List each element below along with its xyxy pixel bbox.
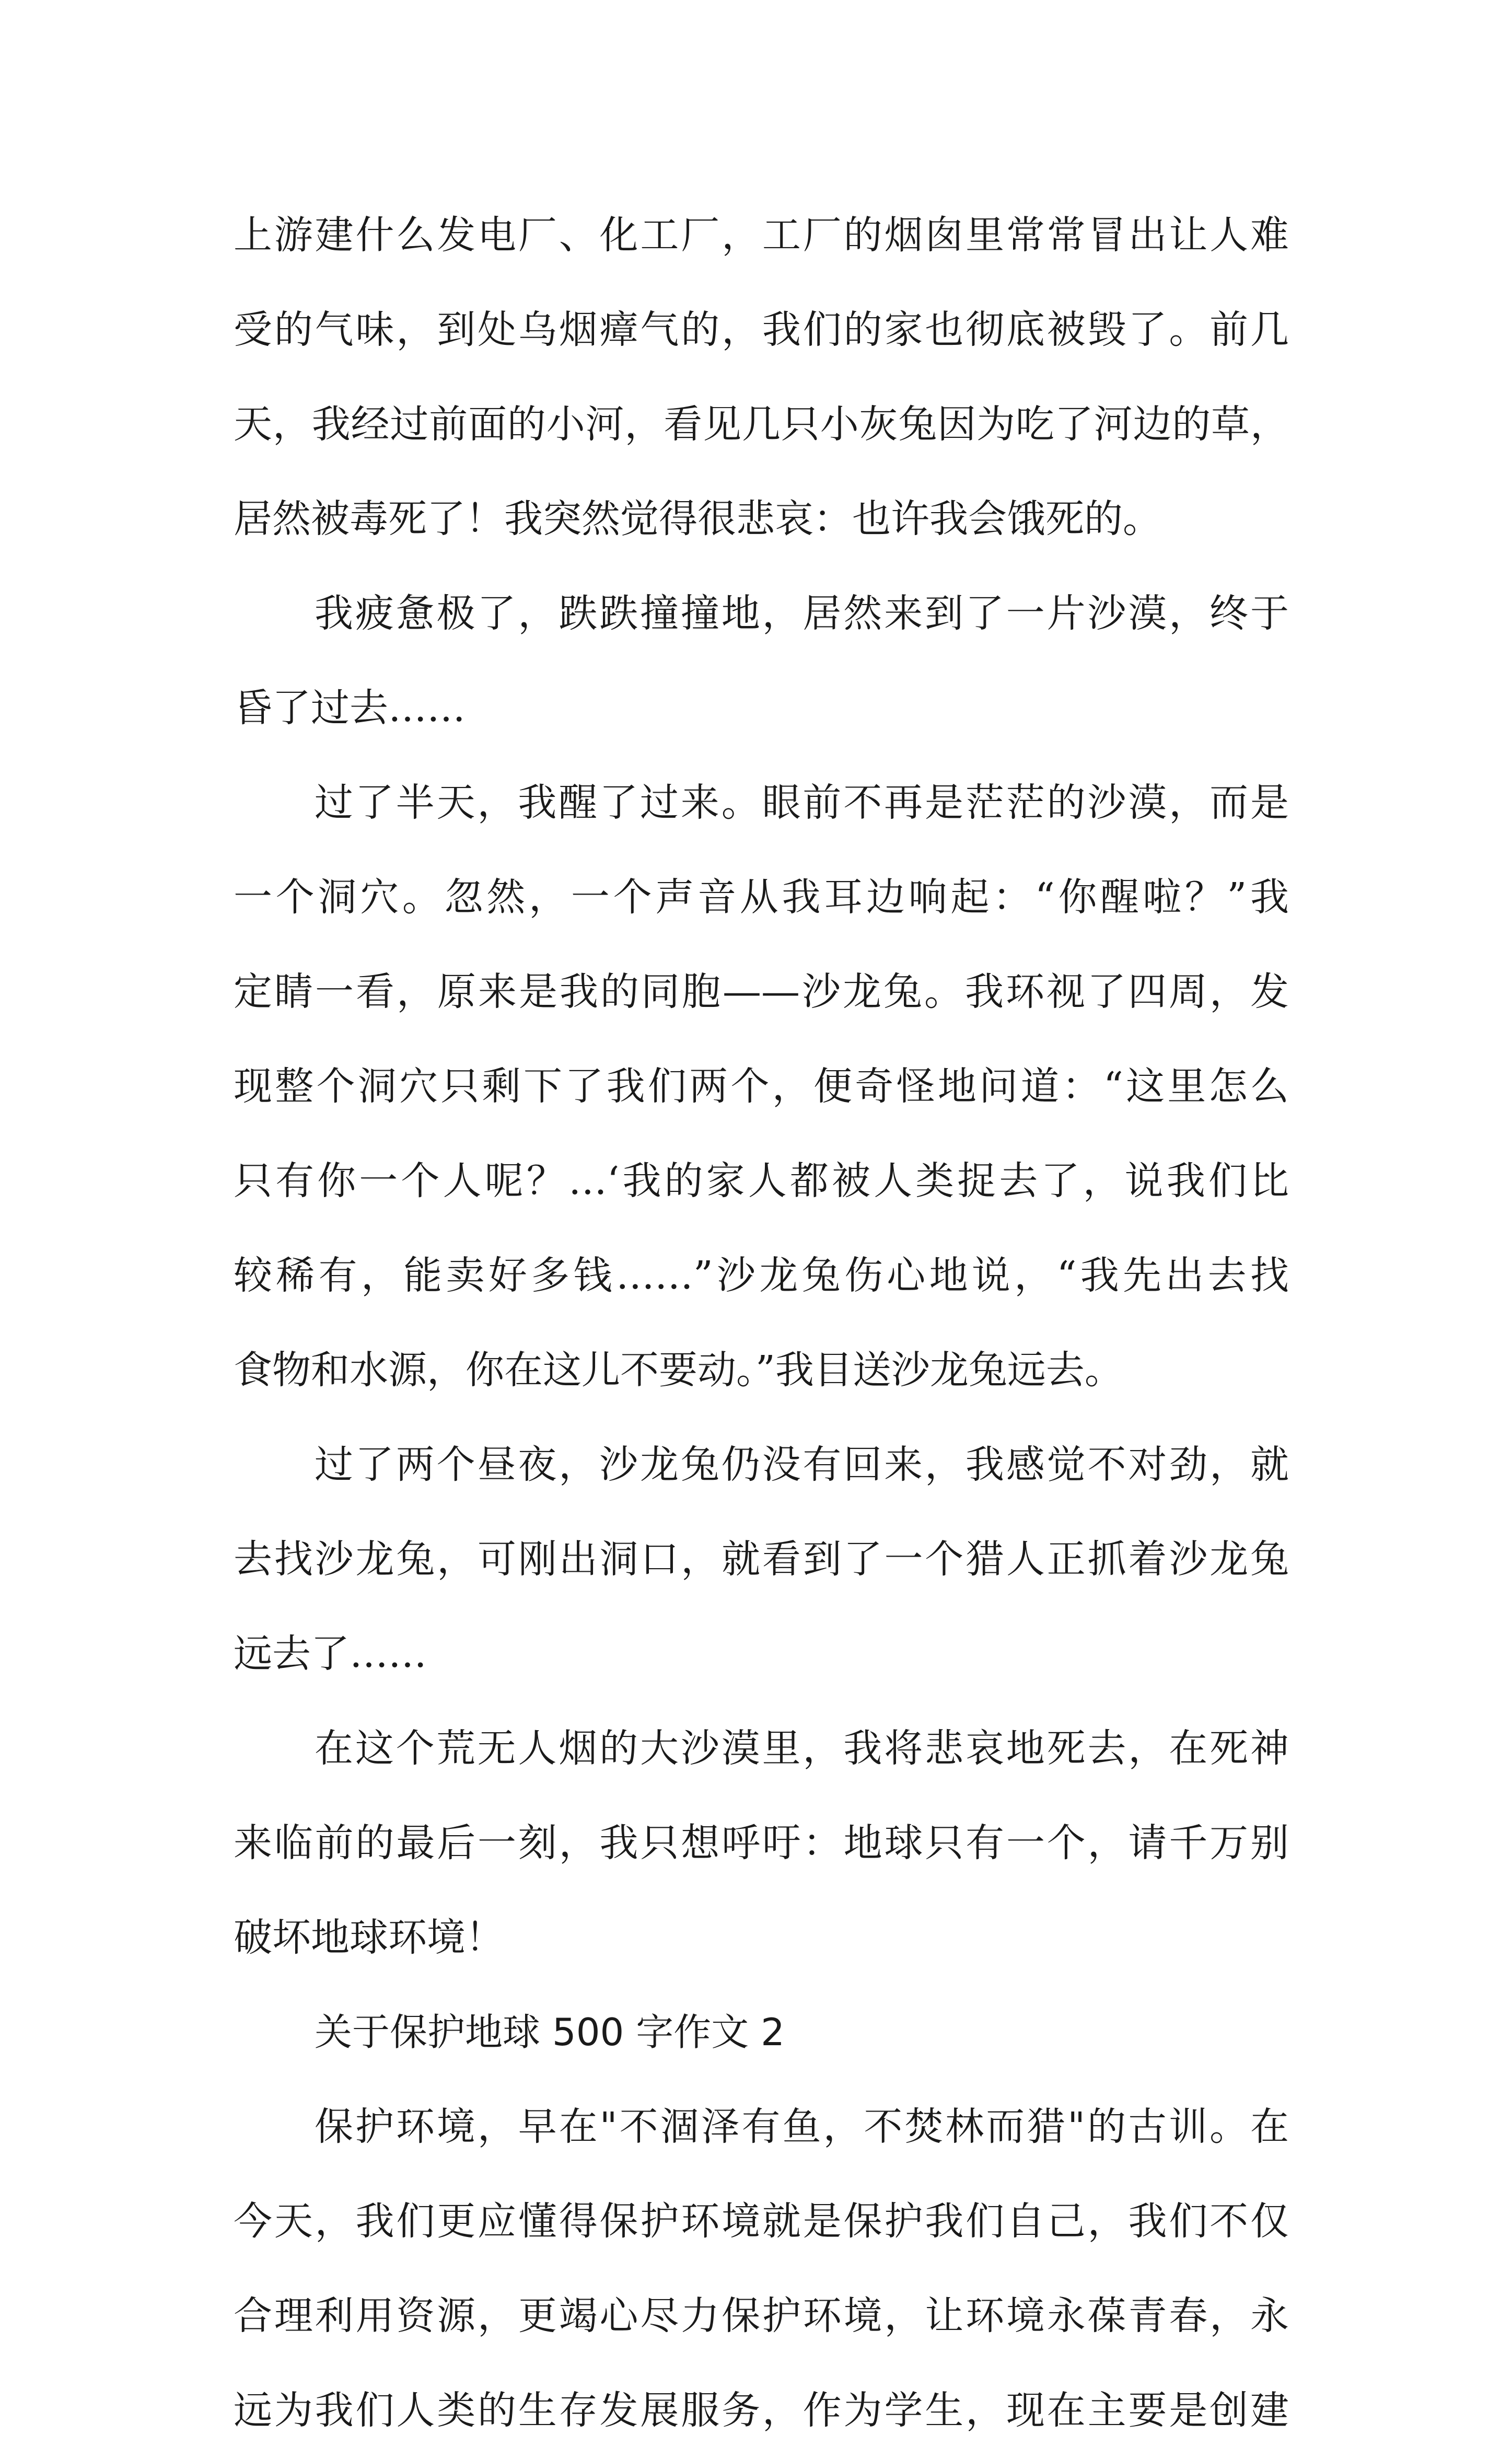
text-line: 只有你一个人呢？…‘我的家人都被人类捉去了，说我们比 — [234, 1158, 1289, 1203]
text-line: 保护环境，早在"不涸泽有鱼，不焚林而猎"的古训。在 — [315, 2104, 1289, 2149]
text-line: 去找沙龙兔，可刚出洞口，就看到了一个猎人正抓着沙龙兔 — [234, 1537, 1289, 1582]
text-line: 来临前的最后一刻，我只想呼吁：地球只有一个，请千万别 — [234, 1821, 1289, 1865]
text-line: 合理利用资源，更竭心尽力保护环境，让环境永葆青春，永 — [234, 2293, 1289, 2338]
text-line: 较稀有，能卖好多钱……”沙龙兔伤心地说，“我先出去找 — [234, 1253, 1289, 1298]
essay-body — [234, 188, 1289, 2458]
text-line: 现整个洞穴只剩下了我们两个，便奇怪地问道：“这里怎么 — [234, 1064, 1289, 1109]
text-line: 过了两个昼夜，沙龙兔仍没有回来，我感觉不对劲，就 — [315, 1442, 1289, 1487]
text-line: 破坏地球环境！ — [234, 1915, 504, 1960]
text-line: 过了半天，我醒了过来。眼前不再是茫茫的沙漠，而是 — [315, 780, 1289, 825]
text-line: 上游建什么发电厂、化工厂，工厂的烟囱里常常冒出让人难 — [234, 213, 1289, 258]
text-line: 受的气味，到处乌烟瘴气的，我们的家也彻底被毁了。前几 — [234, 307, 1289, 352]
text-line: 我疲惫极了，跌跌撞撞地，居然来到了一片沙漠，终于 — [315, 591, 1289, 636]
text-line: 远为我们人类的生存发展服务，作为学生，现在主要是创建 — [234, 2388, 1289, 2433]
text-line: 居然被毒死了！我突然觉得很悲哀：也许我会饿死的。 — [234, 496, 1161, 541]
text-line: 今天，我们更应懂得保护环境就是保护我们自己，我们不仅 — [234, 2199, 1289, 2244]
text-line: 在这个荒无人烟的大沙漠里，我将悲哀地死去，在死神 — [315, 1726, 1289, 1771]
text-line: 昏了过去…… — [234, 686, 466, 731]
text-line: 远去了…… — [234, 1631, 427, 1676]
section-heading: 关于保护地球 500 字作文 2 — [315, 2010, 785, 2054]
text-line: 一个洞穴。忽然，一个声音从我耳边响起：“你醒啦？”我 — [234, 875, 1289, 920]
text-line: 定睛一看，原来是我的同胞——沙龙兔。我环视了四周，发 — [234, 969, 1289, 1014]
text-line: 天，我经过前面的小河，看见几只小灰兔因为吃了河边的草， — [234, 402, 1289, 447]
text-line: 食物和水源，你在这儿不要动。”我目送沙龙兔远去。 — [234, 1348, 1123, 1393]
